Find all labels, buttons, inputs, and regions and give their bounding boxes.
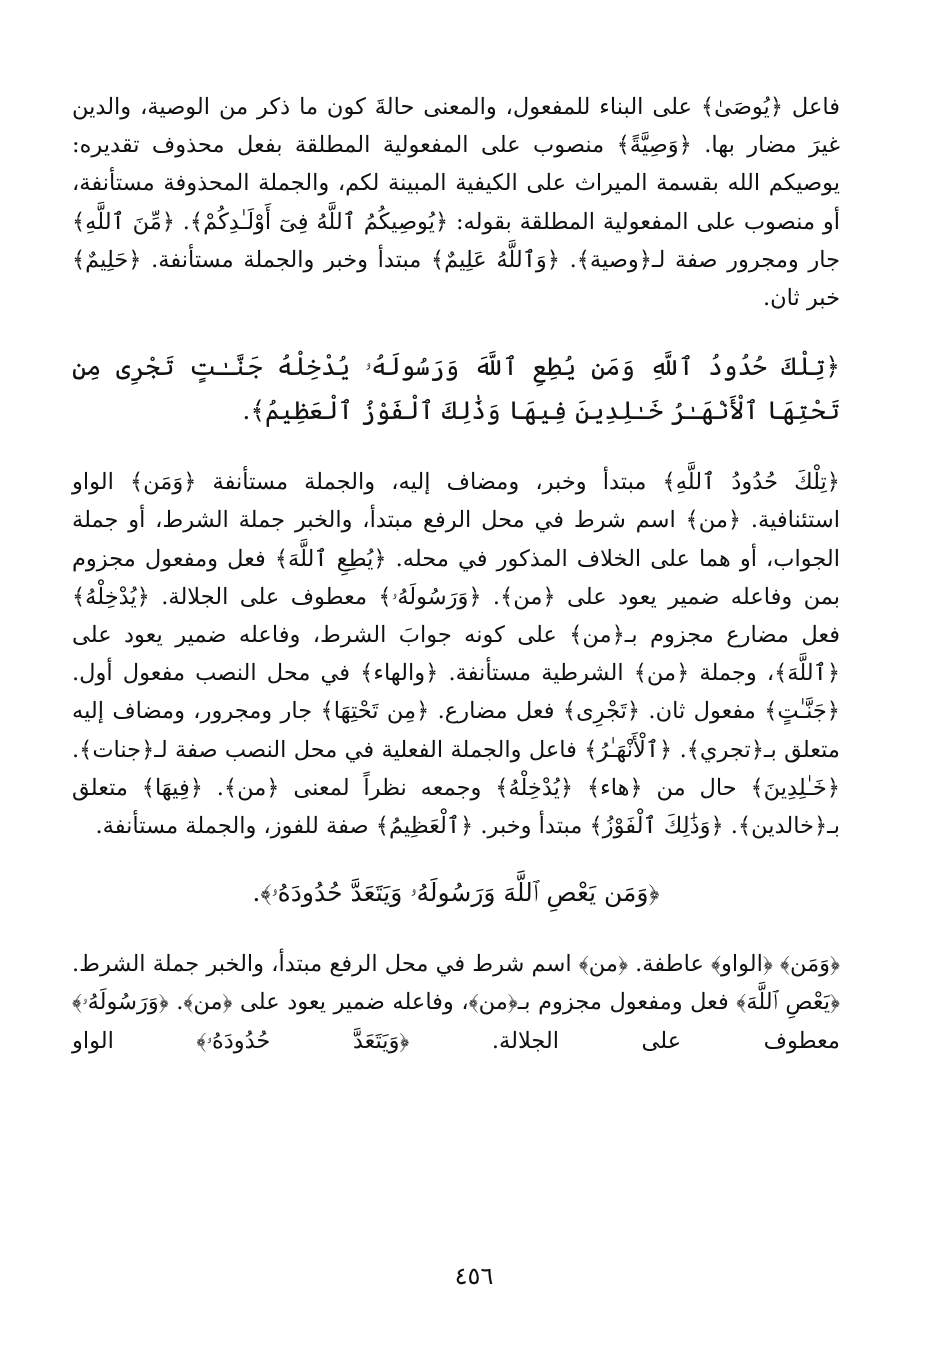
paragraph-gap <box>72 915 840 945</box>
paragraph-gap <box>72 845 840 871</box>
commentary-paragraph-3: ﴿وَمَن﴾ ﴿الواو﴾ عاطفة. ﴿من﴾ اسم شرط في محل الرفع مبتدأ، والخبر جملة الشرط. ﴿يَعْصِ ٱللَّهَ﴾ فعل ومفعول مجزوم بـ﴿من﴾، وفاعله ضمير يعود على ﴿من﴾. ﴿وَرَسُولَهُۥ﴾ معطوف على الجلالة. ﴿وَيَتَعَدَّ حُدُودَهُۥ﴾ الواو <box>72 951 840 1054</box>
book-page <box>72 88 840 1364</box>
quran-verse-1: ﴿تِلْكَ حُدُودُ ٱللَّهِ وَمَن يُطِعِ ٱللَّهَ وَرَسُولَهُۥ يُدْخِلْهُ جَنَّـٰتٍ تَجْرِى مِن تَحْتِهَا ٱلْأَنْهَـٰرُ خَـٰلِدِينَ فِيهَا وَذَٰلِكَ ٱلْفَوْزُ ٱلْعَظِيمُ﴾. <box>72 352 840 426</box>
quran-verse-2: ﴿وَمَن يَعْصِ ٱللَّهَ وَرَسُولَهُۥ وَيَتَعَدَّ حُدُودَهُۥ﴾. <box>252 878 660 908</box>
paragraph-gap <box>72 317 840 345</box>
commentary-paragraph-2: ﴿تِلْكَ حُدُودُ ٱللَّهِ﴾ مبتدأ وخبر، ومضاف إليه، والجملة مستأنفة ﴿وَمَن﴾ الواو استئنافية. ﴿من﴾ اسم شرط في محل الرفع مبتدأ، والخبر جملة الشرط، أو جملة الجواب، أو هما على الخلاف المذكور في محله. ﴿يُطِعِ ٱللَّهَ﴾ فعل ومفعول مجزوم بمن وفاعله ضمير يعود على ﴿من﴾. ﴿وَرَسُولَهُۥ﴾ معطوف على الجلالة. ﴿يُدْخِلْهُ﴾ فعل مضارع مجزوم بـ﴿من﴾ على كونه جوابَ الشرط، وفاعله ضمير يعود على ﴿ٱللَّهَ﴾، وجملة ﴿من﴾ الشرطية مستأنفة. ﴿والهاء﴾ في محل النصب مفعول أول. ﴿جَنَّـٰتٍ﴾ مفعول ثان. ﴿تَجْرِى﴾ فعل مضارع. ﴿مِن تَحْتِهَا﴾ جار ومجرور، ومضاف إليه متعلق بـ﴿تجري﴾. ﴿ٱلْأَنْهَـٰرُ﴾ فاعل والجملة الفعلية في محل النصب صفة لـ﴿جنات﴾. ﴿خَـٰلِدِينَ﴾ حال من ﴿هاء﴾ ﴿يُدْخِلْهُ﴾ وجمعه نظراً لمعنى ﴿من﴾. ﴿فِيهَا﴾ متعلق بـ﴿خالدين﴾. ﴿وَذَٰلِكَ ٱلْفَوْزُ﴾ مبتدأ وخبر. ﴿ٱلْعَظِيمُ﴾ صفة للفوز، والجملة مستأنفة. <box>72 469 840 840</box>
commentary-paragraph-1: فاعل ﴿يُوصَىٰ﴾ على البناء للمفعول، والمعنى حالةَ كون ما ذكر من الوصية، والدين غيرَ مضار بها. ﴿وَصِيَّةً﴾ منصوب على المفعولية المطلقة بفعل محذوف تقديره: يوصيكم الله بقسمة الميراث على الكيفية المبينة لكم، والجملة المحذوفة مستأنفة، أو منصوب على المفعولية المطلقة بقوله: ﴿يُوصِيكُمُ ٱللَّهُ فِىٓ أَوْلَـٰدِكُمْ﴾. ﴿مِّنَ ٱللَّهِ﴾ جار ومجرور صفة لـ﴿وصية﴾. ﴿وَٱللَّهُ عَلِيمٌ﴾ مبتدأ وخبر والجملة مستأنفة. ﴿حَلِيمٌ﴾ خبر ثان. <box>72 94 840 312</box>
paragraph-gap <box>72 433 840 463</box>
page-number: ٤٥٦ <box>454 1262 494 1290</box>
